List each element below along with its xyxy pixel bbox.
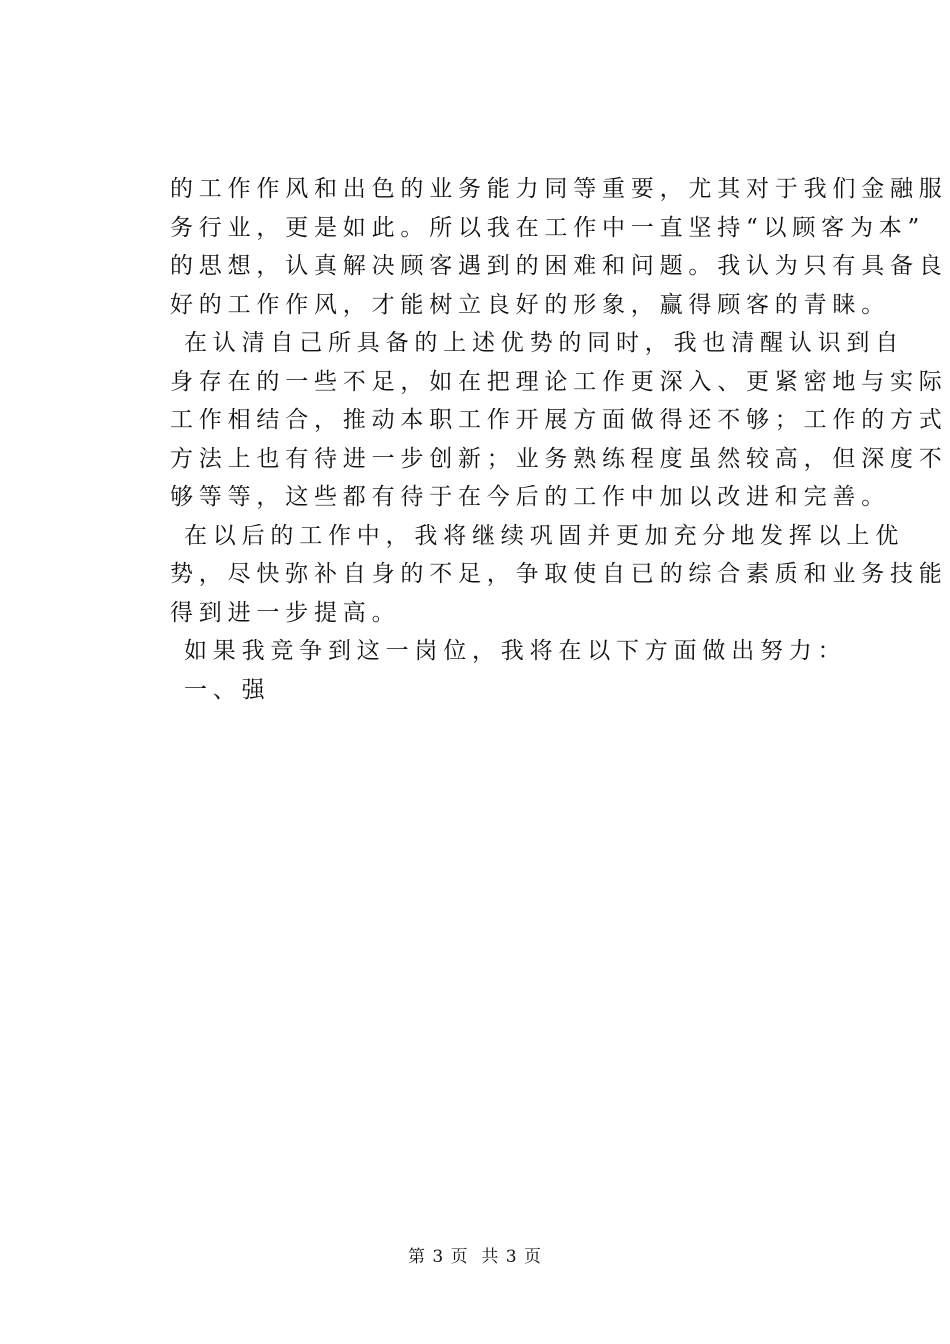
body-text [170,170,948,709]
text-line: 够等等，这些都有待于在今后的工作中加以改进和完善。 [170,484,890,510]
page-number-footer: 第 3 页 共 3 页 [407,1247,543,1267]
text-line-paragraph-start: 如果我竞争到这一岗位，我将在以下方面做出努力： [184,638,847,664]
text-line: 的工作作风和出色的业务能力同等重要，尤其对于我们金融服 [170,176,948,202]
text-line: 势，尽快弥补自身的不足，争取使自已的综合素质和业务技能 [170,561,948,587]
text-line-paragraph-start: 在认清自己所具备的上述优势的同时，我也清醒认识到自 [184,330,904,356]
text-line-paragraph-start: 一、强 [184,676,271,703]
text-line: 身存在的一些不足，如在把理论工作更深入、更紧密地与实际 [170,368,948,395]
text-line: 好的工作作风，才能树立良好的形象，赢得顾客的青睐。 [170,291,890,318]
text-line: 务行业，更是如此。所以我在工作中一直坚持“以顾客为本” [170,214,926,241]
text-line: 得到进一步提高。 [170,599,401,626]
text-line: 工作相结合，推动本职工作开展方面做得还不够；工作的方式 [170,407,948,433]
text-line-paragraph-start: 在以后的工作中，我将继续巩固并更加充分地发挥以上优 [184,522,904,549]
text-line: 方法上也有待进一步创新；业务熟练程度虽然较高，但深度不 [170,445,948,472]
text-line: 的思想，认真解决顾客遇到的困难和问题。我认为只有具备良 [170,253,948,279]
